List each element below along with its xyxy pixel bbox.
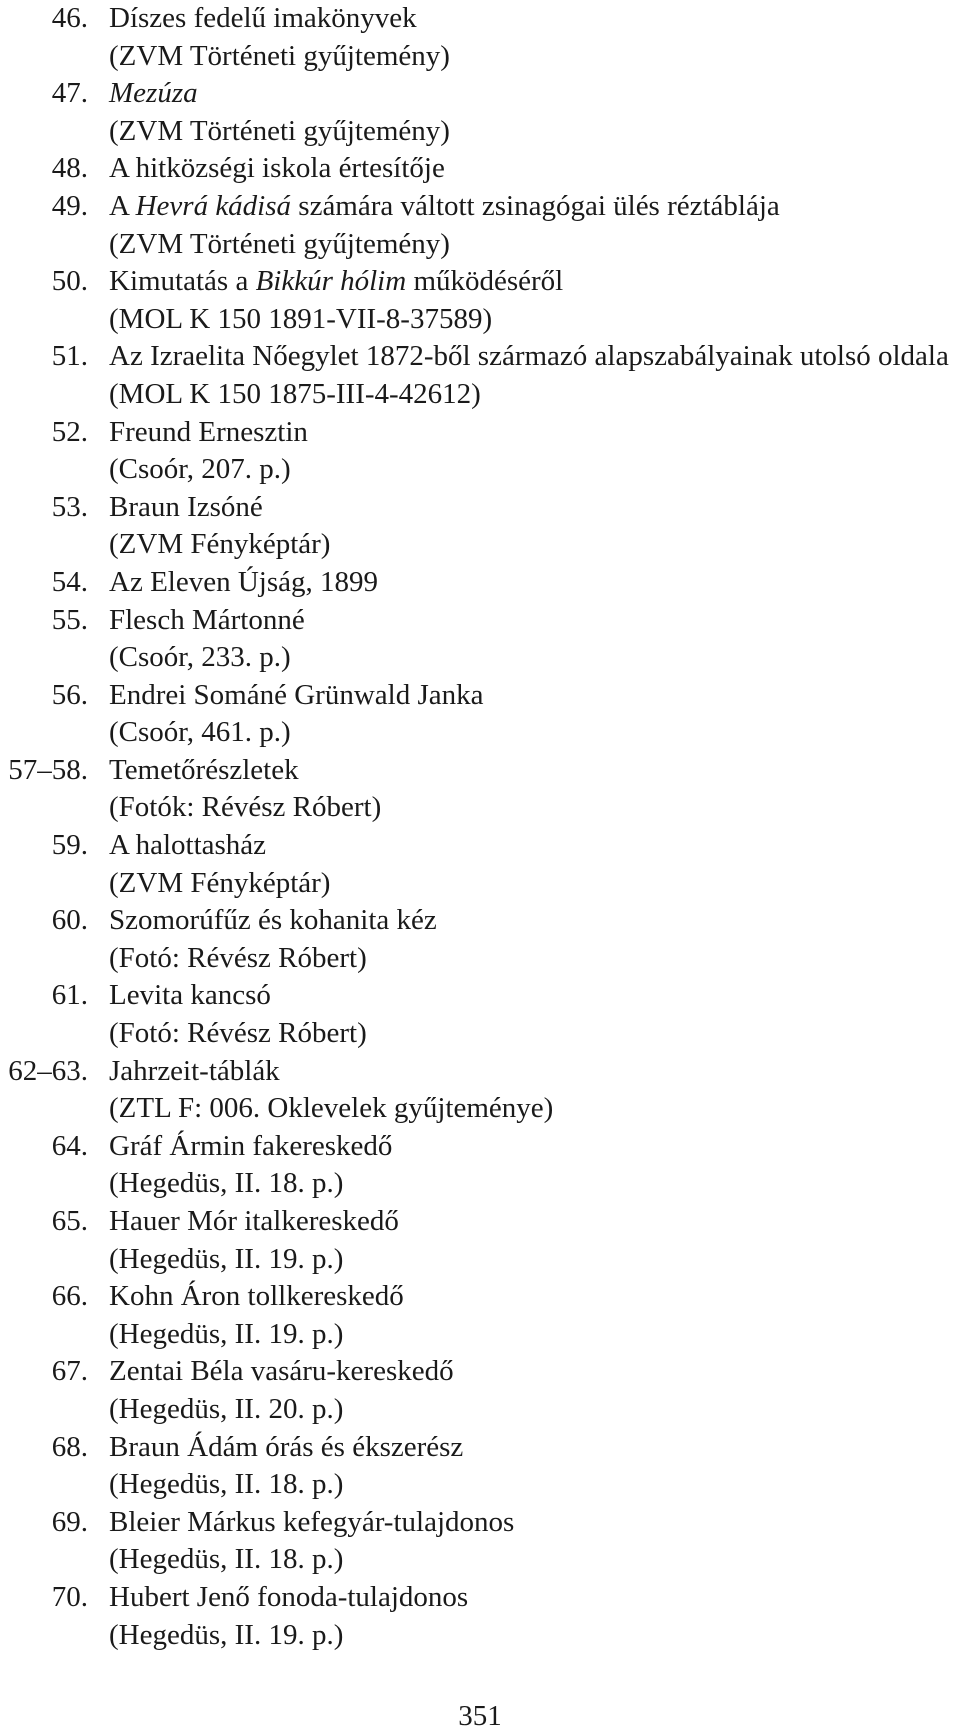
entry-source	[109, 1241, 343, 1279]
entry-source-line	[0, 526, 960, 564]
text-segment: Díszes fedelű imakönyvek	[109, 2, 417, 34]
entry-caption-line	[0, 677, 960, 715]
list-item	[0, 977, 960, 1052]
entry-number: 52.	[51, 415, 88, 448]
text-segment: Szomorúfűz és kohanita kéz	[109, 904, 437, 937]
entry-source	[109, 1391, 343, 1429]
text-segment: (ZVM Történeti gyűjtemény)	[109, 227, 450, 260]
list-item	[0, 263, 960, 338]
text-segment: (ZVM Történeti gyűjtemény)	[109, 114, 450, 147]
entry-number: 62–63.	[8, 1054, 88, 1087]
list-item	[0, 827, 960, 902]
entry-source	[109, 301, 492, 339]
entry-source-line	[0, 38, 960, 76]
entry-number: 67.	[51, 1355, 88, 1388]
entry-caption	[109, 338, 949, 376]
entry-number: 56.	[51, 678, 88, 711]
list-item	[0, 1353, 960, 1428]
entry-caption	[109, 75, 198, 113]
list-item	[0, 489, 960, 564]
entry-number: 59.	[51, 829, 88, 862]
entry-caption	[109, 977, 271, 1015]
entry-source	[109, 113, 450, 151]
entry-caption-line	[0, 902, 960, 940]
text-segment: számára váltott zsinagógai ülés réztáblája	[291, 189, 780, 222]
entry-caption	[109, 602, 305, 640]
entry-source	[109, 526, 330, 564]
entry-number: 69.	[51, 1505, 88, 1538]
italic-term: Mezúza	[109, 77, 198, 110]
list-item	[0, 902, 960, 977]
entry-caption-line	[0, 188, 960, 226]
text-segment: (Fotók: Révész Róbert)	[109, 791, 382, 824]
list-item	[0, 1579, 960, 1654]
entry-source	[109, 38, 450, 76]
italic-term: Bikkúr hólim	[255, 265, 407, 298]
text-segment: (Hegedüs, II. 18. p.)	[109, 1468, 344, 1501]
list-item	[0, 677, 960, 752]
list-item	[0, 338, 960, 413]
text-segment: A halottasház	[109, 829, 267, 862]
entry-number: 66.	[51, 1280, 88, 1313]
entry-source	[109, 1165, 343, 1203]
entry-number: 60.	[51, 904, 88, 937]
list-item	[0, 75, 960, 150]
entry-caption-line	[0, 1579, 960, 1617]
entry-number: 64.	[51, 1129, 88, 1162]
list-item	[0, 1053, 960, 1128]
entry-caption-line	[0, 489, 960, 527]
entry-caption	[109, 752, 299, 790]
list-item	[0, 1278, 960, 1353]
text-segment: (ZTL F: 006. Oklevelek gyűjteménye)	[109, 1092, 554, 1125]
list-item	[0, 414, 960, 489]
entry-caption	[109, 1278, 404, 1316]
entry-source-line	[0, 1466, 960, 1504]
text-segment: Braun Ádám órás és ékszerész	[109, 1430, 464, 1463]
entry-source	[109, 376, 481, 414]
text-segment: Hauer Mór italkereskedő	[109, 1205, 399, 1237]
entry-caption-line	[0, 1128, 960, 1166]
entry-source	[109, 940, 367, 978]
text-segment: (Csoór, 207. p.)	[109, 453, 291, 486]
entry-number: 49.	[51, 189, 88, 222]
entry-caption-line	[0, 414, 960, 452]
entry-caption-line	[0, 977, 960, 1015]
list-item	[0, 564, 960, 602]
italic-term: Hevrá kádisá	[135, 189, 292, 222]
entry-caption	[109, 1353, 454, 1391]
entry-caption	[109, 263, 563, 301]
entry-caption	[109, 1504, 514, 1542]
text-segment: Kohn Áron tollkereskedő	[109, 1280, 404, 1313]
entry-number: 61.	[51, 979, 88, 1012]
text-segment: (Fotó: Révész Róbert)	[109, 941, 367, 974]
text-segment: Freund Ernesztin	[109, 415, 308, 448]
entry-caption	[109, 1429, 463, 1467]
entry-number: 68.	[51, 1430, 88, 1463]
entry-caption	[109, 1579, 468, 1617]
entry-caption-line	[0, 1203, 960, 1241]
text-segment: Flesch Mártonné	[109, 603, 305, 636]
text-segment: Levita kancsó	[109, 979, 271, 1012]
entry-source	[109, 1090, 553, 1128]
entry-number: 57–58.	[8, 753, 88, 786]
entry-source-line	[0, 1165, 960, 1203]
entry-source	[109, 1015, 367, 1053]
entry-number: 46.	[51, 2, 88, 34]
text-segment: (ZVM Fényképtár)	[109, 866, 331, 899]
text-segment: (ZVM Történeti gyűjtemény)	[109, 39, 450, 72]
entry-caption-line	[0, 1278, 960, 1316]
entry-caption-line	[0, 75, 960, 113]
entry-caption	[109, 414, 308, 452]
entry-source-line	[0, 1541, 960, 1579]
entry-number: 50.	[51, 265, 88, 298]
entry-number: 55.	[51, 603, 88, 636]
text-segment: Temetőrészletek	[109, 753, 299, 786]
text-segment: A	[109, 189, 136, 222]
entry-source-line	[0, 301, 960, 339]
text-segment: (Csoór, 233. p.)	[109, 641, 291, 674]
entry-source-line	[0, 639, 960, 677]
text-segment: (Hegedüs, II. 18. p.)	[109, 1543, 344, 1576]
text-segment: Gráf Ármin fakereskedő	[109, 1129, 393, 1162]
entry-source-line	[0, 226, 960, 264]
entry-caption-line	[0, 602, 960, 640]
entry-caption-line	[0, 827, 960, 865]
entry-number: 51.	[51, 340, 88, 373]
text-segment: (Hegedüs, II. 19. p.)	[109, 1242, 344, 1275]
text-segment: Braun Izsóné	[109, 490, 263, 523]
text-segment: (Hegedüs, II. 18. p.)	[109, 1167, 344, 1200]
entry-caption	[109, 0, 417, 38]
entry-caption-line	[0, 150, 960, 188]
list-item	[0, 1504, 960, 1579]
entry-source-line	[0, 113, 960, 151]
entry-source-line	[0, 940, 960, 978]
text-segment: Endrei Sománé Grünwald Janka	[109, 678, 484, 711]
list-item	[0, 1429, 960, 1504]
entry-caption-line	[0, 1504, 960, 1542]
entry-source-line	[0, 1090, 960, 1128]
list-item	[0, 0, 960, 75]
entry-caption	[109, 902, 437, 940]
entry-source-line	[0, 1391, 960, 1429]
entry-caption-line	[0, 0, 960, 38]
entry-source-line	[0, 714, 960, 752]
entry-source-line	[0, 789, 960, 827]
entry-source-line	[0, 376, 960, 414]
text-segment: (MOL K 150 1875-III-4-42612)	[109, 377, 481, 410]
entry-source-line	[0, 451, 960, 489]
list-item	[0, 752, 960, 827]
entry-source	[109, 714, 291, 752]
text-segment: (MOL K 150 1891-VII-8-37589)	[109, 302, 493, 335]
entry-caption-line	[0, 338, 960, 376]
text-segment: Hubert Jenő fonoda-tulajdonos	[109, 1580, 469, 1613]
entry-number: 48.	[51, 152, 88, 185]
entry-caption	[109, 1128, 392, 1166]
list-item	[0, 602, 960, 677]
entry-source-line	[0, 1015, 960, 1053]
text-segment: Bleier Márkus kefegyár-tulajdonos	[109, 1505, 515, 1538]
entry-caption-line	[0, 752, 960, 790]
entry-caption	[109, 188, 780, 226]
text-segment: A hitközségi iskola értesítője	[109, 152, 445, 185]
entry-source	[109, 1541, 343, 1579]
entry-source-line	[0, 1617, 960, 1655]
entry-source	[109, 226, 450, 264]
entry-source	[109, 789, 381, 827]
entry-number: 70.	[51, 1580, 88, 1613]
entry-caption	[109, 1053, 280, 1091]
text-segment: Kimutatás a	[109, 265, 256, 298]
entry-caption-line	[0, 1429, 960, 1467]
entry-caption-line	[0, 564, 960, 602]
text-segment: Zentai Béla vasáru-kereskedő	[109, 1355, 454, 1388]
text-segment: (Csoór, 461. p.)	[109, 716, 291, 749]
entry-caption-line	[0, 263, 960, 301]
text-segment: (Hegedüs, II. 19. p.)	[109, 1618, 344, 1651]
entry-caption	[109, 1203, 399, 1241]
text-segment: Az Izraelita Nőegylet 1872-ből származó alapszabályainak utolsó oldala	[109, 340, 949, 373]
text-segment: Jahrzeit-táblák	[109, 1054, 280, 1087]
list-item	[0, 188, 960, 263]
entry-source	[109, 1466, 343, 1504]
entry-number: 54.	[51, 565, 88, 598]
page-number: 351	[458, 1700, 502, 1732]
text-segment: (ZVM Fényképtár)	[109, 528, 331, 561]
entry-number: 47.	[51, 77, 88, 110]
entry-caption	[109, 677, 483, 715]
text-segment: (Fotó: Révész Róbert)	[109, 1017, 367, 1050]
entry-caption-line	[0, 1053, 960, 1091]
entry-source	[109, 1617, 343, 1655]
entry-number: 53.	[51, 490, 88, 523]
entry-source-line	[0, 1241, 960, 1279]
entry-source	[109, 639, 291, 677]
list-item	[0, 150, 960, 188]
entry-source	[109, 451, 291, 489]
entry-source-line	[0, 865, 960, 903]
entry-caption-line	[0, 1353, 960, 1391]
entry-caption	[109, 489, 263, 527]
text-segment: működéséről	[406, 265, 564, 298]
text-segment: (Hegedüs, II. 20. p.)	[109, 1392, 344, 1425]
entry-caption	[109, 827, 266, 865]
list-item	[0, 1203, 960, 1278]
list-item	[0, 1128, 960, 1203]
entry-source	[109, 865, 330, 903]
text-segment: (Hegedüs, II. 19. p.)	[109, 1317, 344, 1350]
entry-caption	[109, 564, 378, 602]
text-segment: Az Eleven Újság, 1899	[109, 565, 378, 598]
entry-number: 65.	[51, 1205, 88, 1237]
entry-source	[109, 1316, 343, 1354]
entry-source-line	[0, 1316, 960, 1354]
entry-caption	[109, 150, 445, 188]
